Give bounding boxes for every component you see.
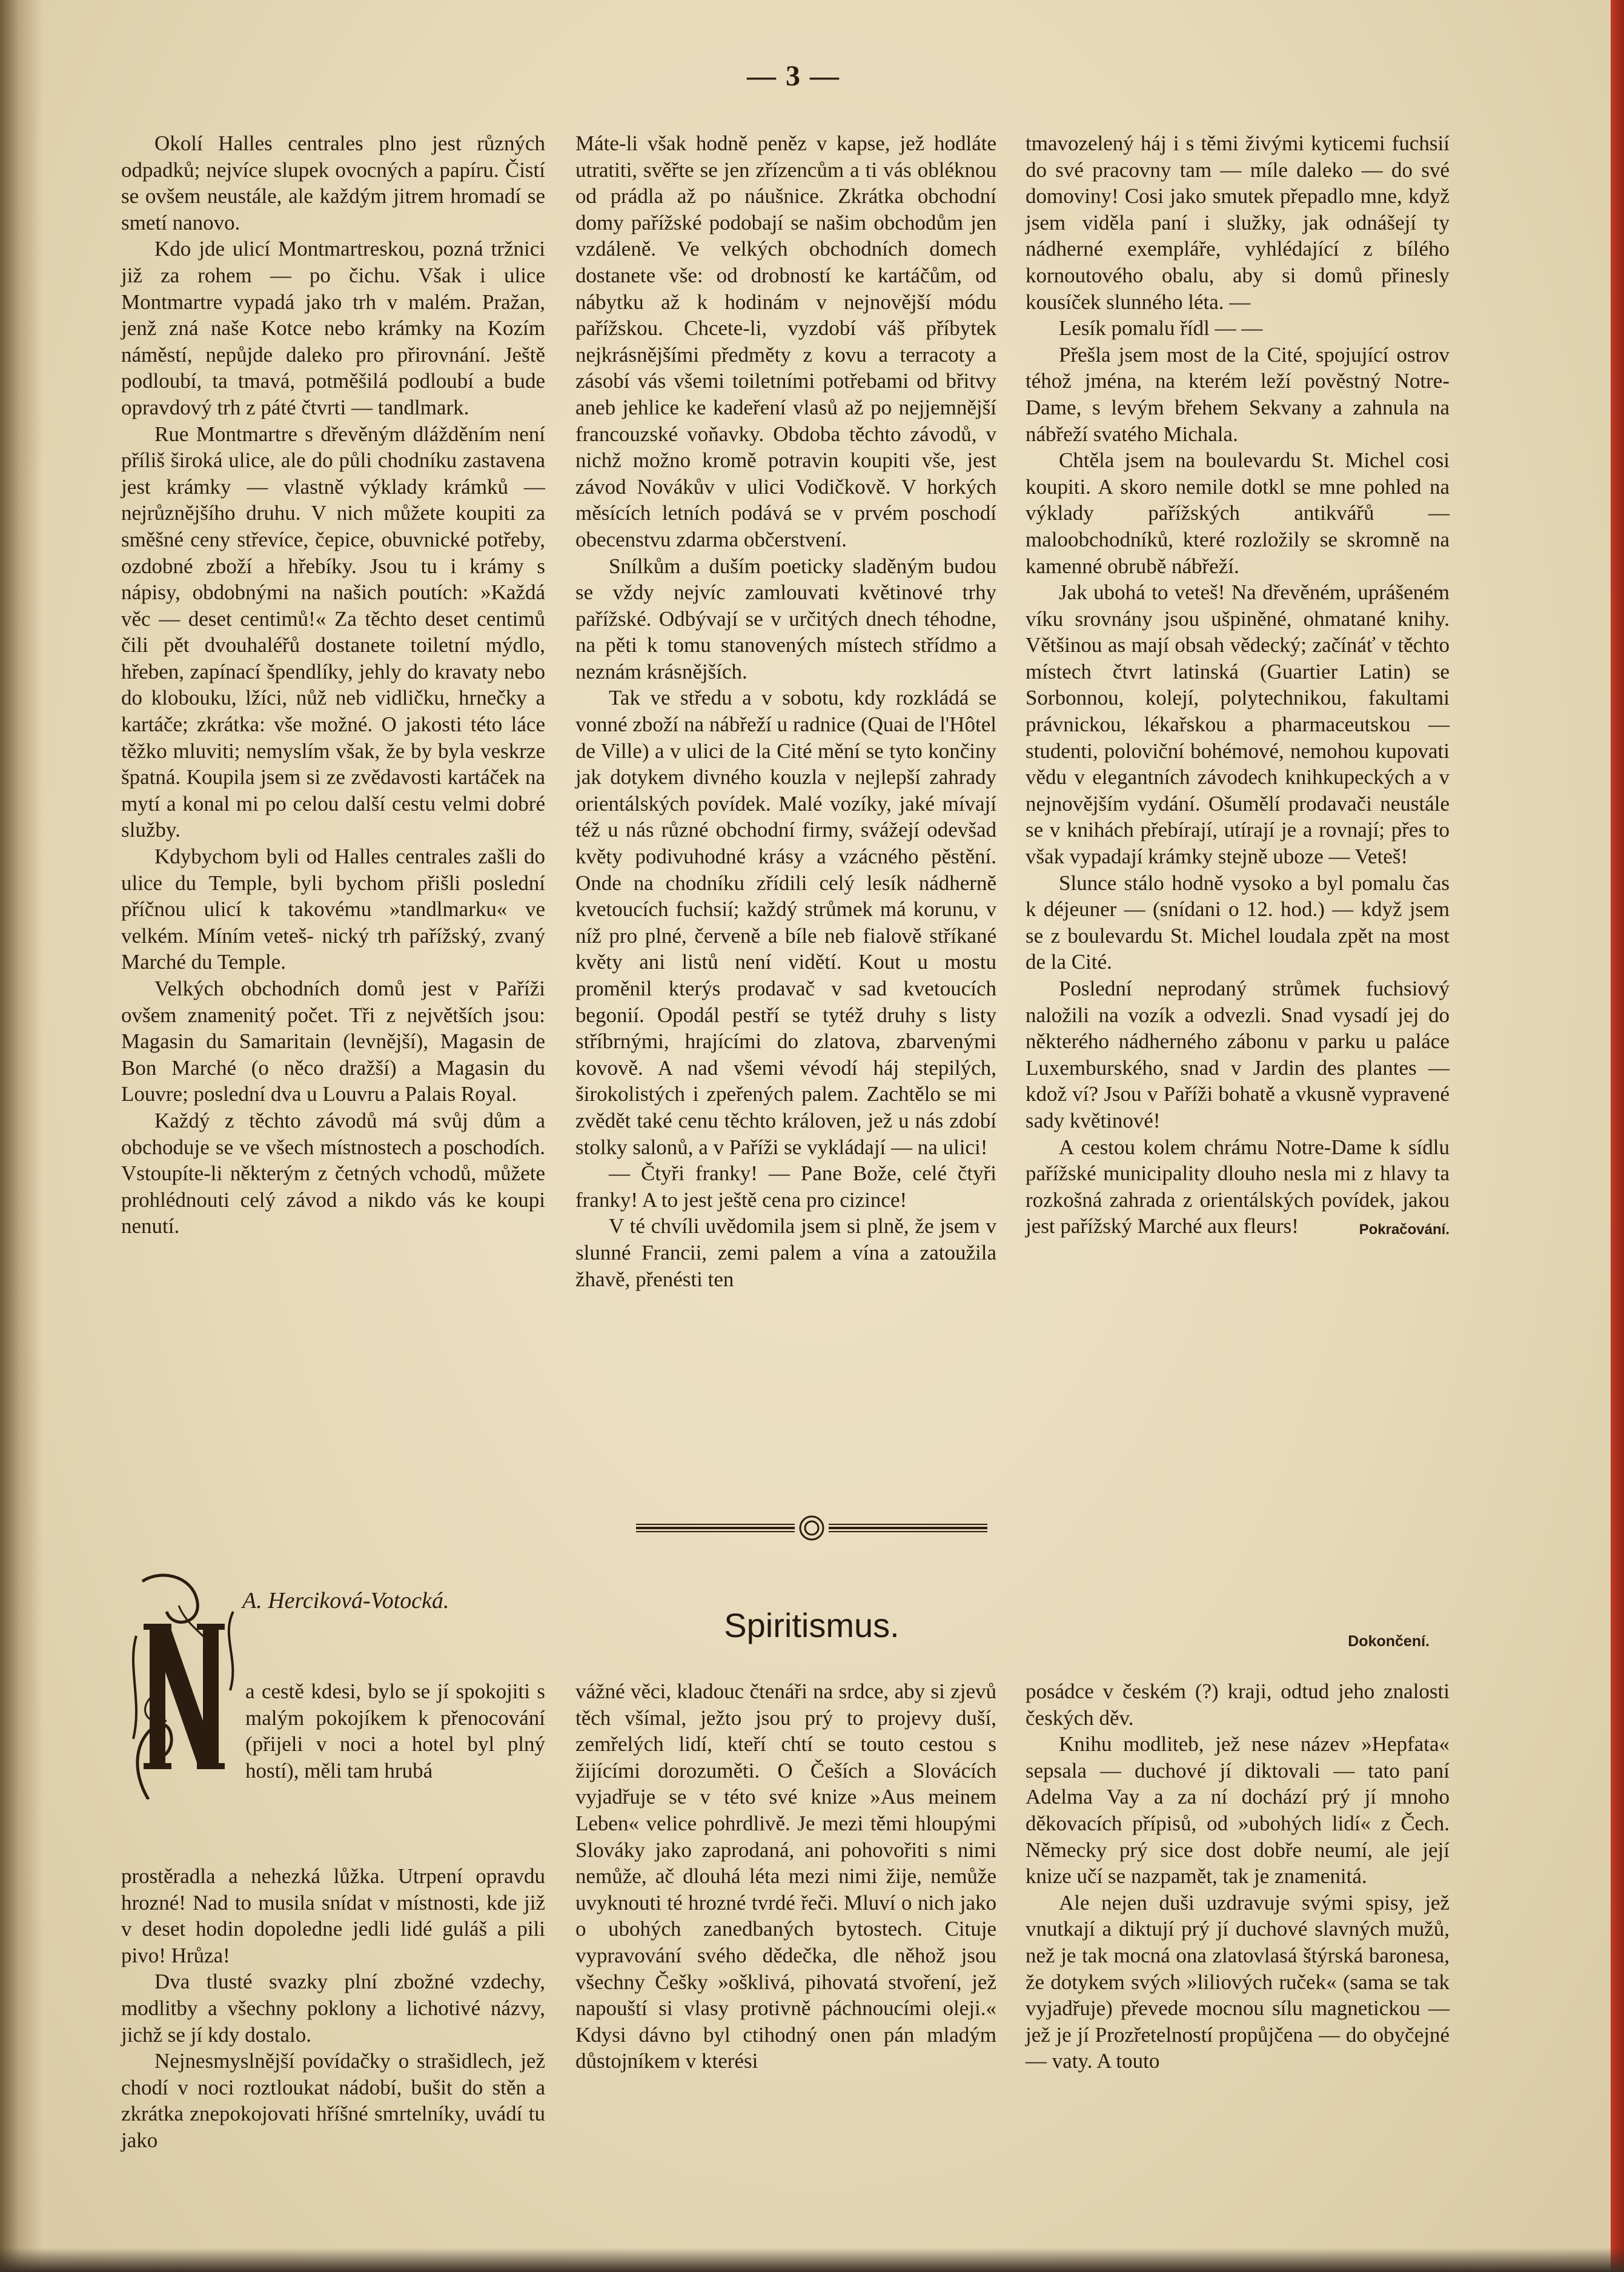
article2-column-2 [575, 1678, 996, 2074]
paragraph: Kdo jde ulicí Montmartreskou, pozná tržnici již za rohem — po čichu. Však i ulice Montmartre vypadá jako trh v malém. Pražan, jenž zná naše Kotce nebo krámky na Kozím náměstí, nepůjde daleko pro přirovnání. Ještě podloubí, ta tmavá, potměšilá podloubí a bude opravdový trh z páté čtvrti — tandlmark. [121, 237, 545, 419]
paragraph: Kdybychom byli od Halles centrales zašli do ulice du Temple, byli bychom přišli poslední příčnou ulicí k takovému »tandlmarku« ve velkém. Míním veteš- nický trh pařížský, zvaný Marché du Temple. [121, 845, 545, 974]
paragraph: Knihu modliteb, jež nese název »Hepfata« sepsala — duchové jí diktovali — tato paní Adelma Vay a za ní dochází prý jí mnoho děkovacích přípisů, od »ubohých lidí« z Čech. Německy prý sice dost dobře neumí, ale její knize učí se nazpamět, tak je znamenitá. [1026, 1732, 1450, 1888]
page-edge-stripe [1611, 0, 1624, 2272]
article1-column-2 [575, 130, 996, 1292]
article2-column-3 [1026, 1678, 1450, 2074]
paragraph: Nejnesmyslnější povídačky o strašidlech, jež chodí v noci roztloukat nádobí, bušit do stěn a zkrátka znepokojovati hříšné smrtelníky, uvádí tu jako [121, 2049, 545, 2152]
article1-column-1 [121, 130, 545, 1240]
paragraph: Chtěla jsem na boulevardu St. Michel cosi koupiti. A skoro nemile dotkl se mne pohled na výklady pařížských antikvářů — maloobchodníků, které rozložily se skromně na kamenné obrubě nábřeží. [1026, 448, 1450, 578]
paragraph: Dva tlusté svazky plní zbožné vzdechy, modlitby a všechny poklony a lichotivé názvy, jichž se jí kdy dostalo. [121, 1970, 545, 2047]
paragraph: Poslední neprodaný strůmek fuchsiový naložili na vozík a odvezli. Snad vysadí jej do některého nádherného zábonu v parku u paláce Luxemburského, snad v Jardin des plantes — kdož ví? Jsou v Paříži bohatě a vkusně vypravené sady květinové! [1026, 977, 1450, 1132]
article2-column-1 [121, 1863, 545, 2154]
paragraph: a cestě kdesi, bylo se jí spokojiti s malým pokojíkem k přenocování (přijeli v noci a hotel byl plný hostí), měli tam hrubá [245, 1679, 545, 1782]
paragraph: Snílkům a duším poeticky sladěným budou se vždy nejvíc zamlouvati květinové trhy pařížské. Odbývají se v určitých dnech téhodne, na pěti k tomu stanovených místech střídmo a neznám krásnějších. [575, 554, 996, 683]
paragraph: posádce v českém (?) kraji, odtud jeho znalosti českých děv. [1026, 1679, 1450, 1730]
decorative-initial [124, 1569, 242, 1799]
paragraph: Rue Montmartre s dřevěným dlážděním není příliš široká ulice, ale do půli chodníku zastavena jest krámky — vlastně výklady krámků — nejrůznějšího druhu. V nich můžete koupiti za směšné ceny střevíce, čepice, obuvnické potřeby, ozdobné zboží a hřebíky. Jsou tu i krámy s nápisy, obdobnými na našich poutích: »Každá věc — deset centimů!« Za těchto deset centimů čili pět dvouhaléřů dostanete toiletní mýdlo, hřeben, zapínací špendlíky, jehly do kravaty nebo do klobouku, lžíci, nůž neb vidličku, hrnečky a kartáče; zkrátka: vše možné. O jakosti této láce těžko mluviti; nemyslím však, že by byla veskrze špatná. Koupila jsem si ze zvědavosti kartáček na mytí a konal mi po celou další cestu velmi dobré služby. [121, 422, 545, 842]
paragraph: Slunce stálo hodně vysoko a byl pomalu čas k déjeuner — (snídani o 12. hod.) — když jsem se z boulevardu St. Michel loudala zpět na most de la Cité. [1026, 871, 1450, 974]
paragraph: Velkých obchodních domů jest v Paříži ovšem znamenitý počet. Tři z největších jsou: Magasin du Samaritain (levnější), Magasin de Bon Marché (o něco dražší) a Magasin du Louvre; poslední dva u Louvru a Palais Royal. [121, 977, 545, 1106]
ornate-letter-n-icon [124, 1569, 242, 1799]
divider-ornament-icon [636, 1515, 987, 1541]
article1-column-3 [1026, 130, 1450, 1243]
paragraph: — Čtyři franky! — Pane Bože, celé čtyři franky! A to jest ještě cena pro cizince! [575, 1161, 996, 1212]
paragraph: Přešla jsem most de la Cité, spojující ostrov téhož jména, na kterém leží pověstný Notre-Dame, s levým břehem Sekvany a zahnula na nábřeží svatého Michala. [1026, 342, 1450, 446]
paragraph: Lesík pomalu řídl — — [1059, 316, 1263, 340]
paragraph: V té chvíli uvědomila jsem si plně, že jsem v slunné Francii, zemi palem a vína a zatoužila žhavě, přenésti ten [575, 1214, 996, 1291]
binding-shadow [0, 0, 42, 2272]
article2-title: Spiritismus. [724, 1606, 900, 1644]
article2-column-1-top [245, 1678, 545, 1784]
page-number: — 3 — [747, 60, 840, 92]
article2-author: A. Herciková-Votocká. [242, 1588, 449, 1613]
continued-note: Pokračování. [1359, 1221, 1450, 1238]
paragraph: Každý z těchto závodů má svůj dům a obchoduje se ve všech místnostech a poschodích. Vstoupíte-li některým z četných vchodů, můžete prohlédnouti celý závod a nikdo vás ke koupi nenutí. [121, 1108, 545, 1238]
paragraph: vážné věci, kladouc čtenáři na srdce, aby si zjevů těch všímal, ježto jsou prý to projevy duší, zemřelých lidí, kteří chtí se touto cestou s žijícími dorozuměti. O Češích a Slovácích vyjadřuje se v této své knize »Aus meinem Leben« velice pohrdlivě. Je mezi těmi hloupými Slováky jako zaprodaná, ani pohovořiti s nimi nemůže, ač dlouhá léta mezi nimi žije, nemůže uvyknouti té hrozné tvrdé řeči. Mluví o nich jako o ubohých zanedbaných bytostech. Cituje vypravování svého dědečka, dle něhož jsou všechny Češky »ošklivá, pihovatá stvoření, jež napouští si vlasy protivně páchnoucími oleji.« Kdysi dávno byl ctihodný onen pán mladým důstojníkem v kterési [575, 1679, 996, 2073]
paragraph: tmavozelený háj i s těmi živými kyticemi fuchsií do své pracovny tam — míle daleko — do své domoviny! Cosi jako smutek přepadlo mne, když jsem viděla paní i služky, jak odnášejí ty nádherné exempláře, vyhlédající z bílého kornoutového obalu, aby si domů přinesly kousíček slunného léta. — [1026, 131, 1450, 314]
paragraph: Tak ve středu a v sobotu, kdy rozkládá se vonné zboží na nábřeží u radnice (Quai de l'Hôtel de Ville) a v ulici de la Cité mění se tyto končiny jak dotykem divného kouzla v nejlepší zahrady orientálských povídek. Malé vozíky, jaké mívají též u nás různé obchodní firmy, svážejí odevšad květy podivuhodné krásy a vzácného pěstění. Onde na chodníku zřídili celý lesík nádherně kvetoucích fuchsií; každý strůmek má korunu, v níž pro plné, červeně a bíle neb fialově stříkané květy ani listů není vidětí. Kout u mostu proměnil kterýs prodavač v sad kvetoucích begonií. Opodál pestří se tytéž druhy s listy stříbrnými, hrajícími do zlatova, zbarvenými kovově. A nad všemi vévodí háj stepilých, širokolistých i zpeřených palem. Zachtělo se mi zvědět také cenu těchto královen, jež u nás zdobí stolky salonů, a v Paříži se vykládají — na ulici! [575, 686, 996, 1159]
paragraph: Okolí Halles centrales plno jest různých odpadků; nejvíce slupek ovocných a papíru. Čistí se ovšem neustále, ale každým jitrem hromadí se smetí nanovo. [121, 131, 545, 234]
article2-continued-label: Dokončení. [1348, 1633, 1430, 1650]
ornamental-divider [636, 1515, 987, 1541]
paragraph: Máte-li však hodně peněz v kapse, jež hodláte utratiti, svěřte se jen zřízencům a ti vás obléknou od prádla až po náušnice. Zkrátka obchodní domy pařížské podobají se našim obchodům jen vzdáleně. Ve velkých obchodních domech dostanete vše: od drobností ke kartáčům, od nábytku až k hodinám v nejnovější módu pařížskou. Chcete-li, vyzdobí váš příbytek nejkrásnějšími předměty z kovu a terracoty a zásobí vás všemi toiletními potřebami od břitvy aneb jehlice ke kadeření vlasů až po nejjemnější francouzské voňavky. Obdoba těchto závodů, v nichž možno kromě potravin koupiti vše, jest závod Novákův v ulici Vodičkově. V horkých měsících letních podává se v prvém poschodí obecenstvu zdarma občerstvení. [575, 131, 996, 551]
paragraph: prostěradla a nehezká lůžka. Utrpení opravdu hrozné! Nad to musila snídat v místnosti, kde již v deset hodin dopoledne jedli lidé guláš a pili pivo! Hrůza! [121, 1864, 545, 1967]
paragraph: A cestou kolem chrámu Notre-Dame k sídlu pařížské municipality dlouho nesla mi z hlavy ta rozkošná zahrada z orientálských povídek, jakou jest pařížský Marché aux fleurs! [1026, 1135, 1450, 1238]
paragraph: Jak ubohá to veteš! Na dřevěném, uprášeném víku srovnány jsou ušpiněné, ohmatané knihy. Většinou as mají obsah vědecký; začínáť v těchto místech čtvrt latinská (Guartier Latin) se Sorbonnou, kolejí, polytechnikou, fakultami právnickou, lékařskou a pharmaceutskou — studenti, poloviční bohémové, nemohou kupovati vědu v elegantních závodech knihkupeckých a v nejnovějším vydání. Ošumělí prodavači neustále se v knihách přebírají, utírají je a rovnají; přes to však vypadají krámky stejně uboze — Veteš! [1026, 580, 1450, 869]
paragraph: Ale nejen duši uzdravuje svými spisy, jež vnutkají a diktují prý jí duchové slavných mužů, než je tak mocná ona zlatovlasá štýrská baronesa, že dotykem svých »liliových ruček« (sama se tak vyjadřuje) převede mocnou sílu magnetickou — jež je jí Prozřetelností propůjčena — do obyčejné — vaty. A touto [1026, 1890, 1450, 2073]
page-bottom-edge [0, 2248, 1624, 2272]
